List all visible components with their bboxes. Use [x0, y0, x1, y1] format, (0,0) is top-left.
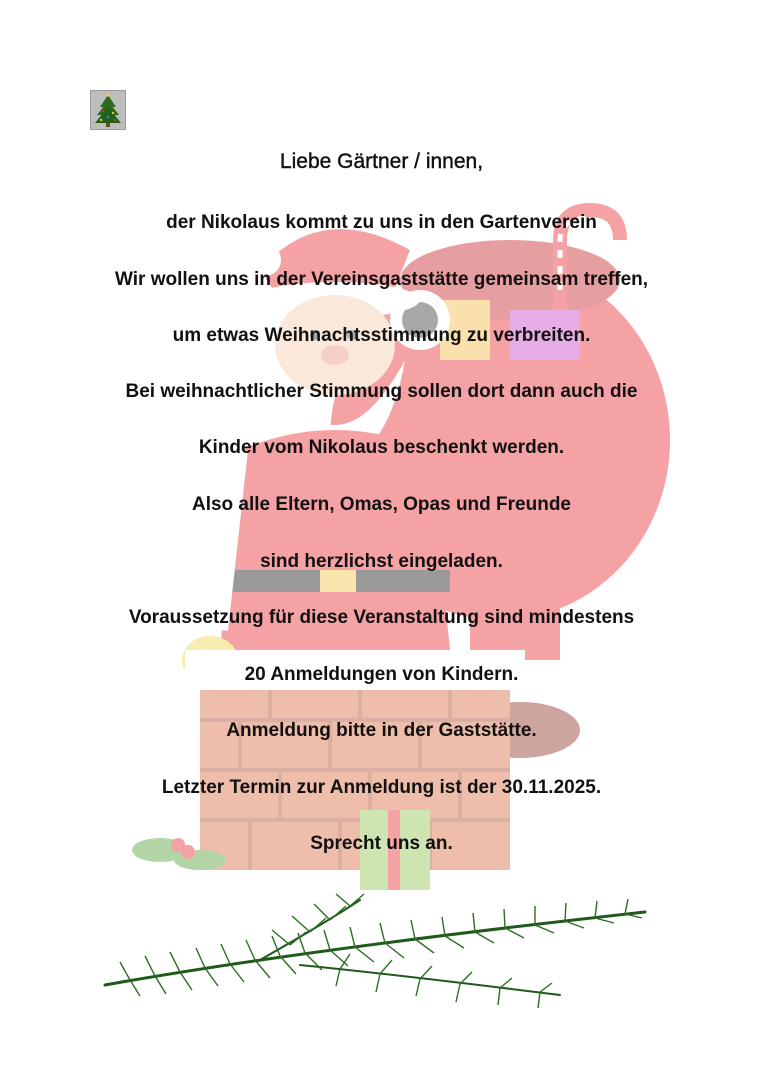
letter-line-11: Letzter Termin zur Anmeldung ist der 30.11.2025.	[161, 777, 602, 798]
pine-branch-illustration	[100, 890, 660, 1010]
letter-line-1: der Nikolaus kommt zu uns in den Gartenverein	[166, 212, 597, 233]
letter-line-12: Sprecht uns an.	[310, 833, 453, 854]
letter-line-4: Bei weihnachtlicher Stimmung sollen dort dann auch die	[125, 381, 638, 402]
letter-line-2: Wir wollen uns in der Vereinsgaststätte gemeinsam treffen,	[114, 269, 649, 290]
letter-line-3: um etwas Weihnachtsstimmung zu verbreiten.	[172, 325, 591, 346]
letter-greeting: Liebe Gärtner / innen,	[279, 150, 484, 173]
letter-line-7: sind herzlichst eingeladen.	[260, 551, 503, 572]
letter-line-6: Also alle Eltern, Omas, Opas und Freunde	[191, 494, 572, 515]
christmas-tree-icon	[90, 90, 126, 130]
letter-line-10: Anmeldung bitte in der Gaststätte.	[226, 720, 537, 741]
letter-line-8: Voraussetzung für diese Veranstaltung sind mindestens	[128, 607, 635, 628]
letter-line-5: Kinder vom Nikolaus beschenkt werden.	[198, 437, 565, 458]
santa-chimney-illustration	[90, 190, 680, 910]
letter-line-9: 20 Anmeldungen von Kindern.	[244, 664, 519, 685]
